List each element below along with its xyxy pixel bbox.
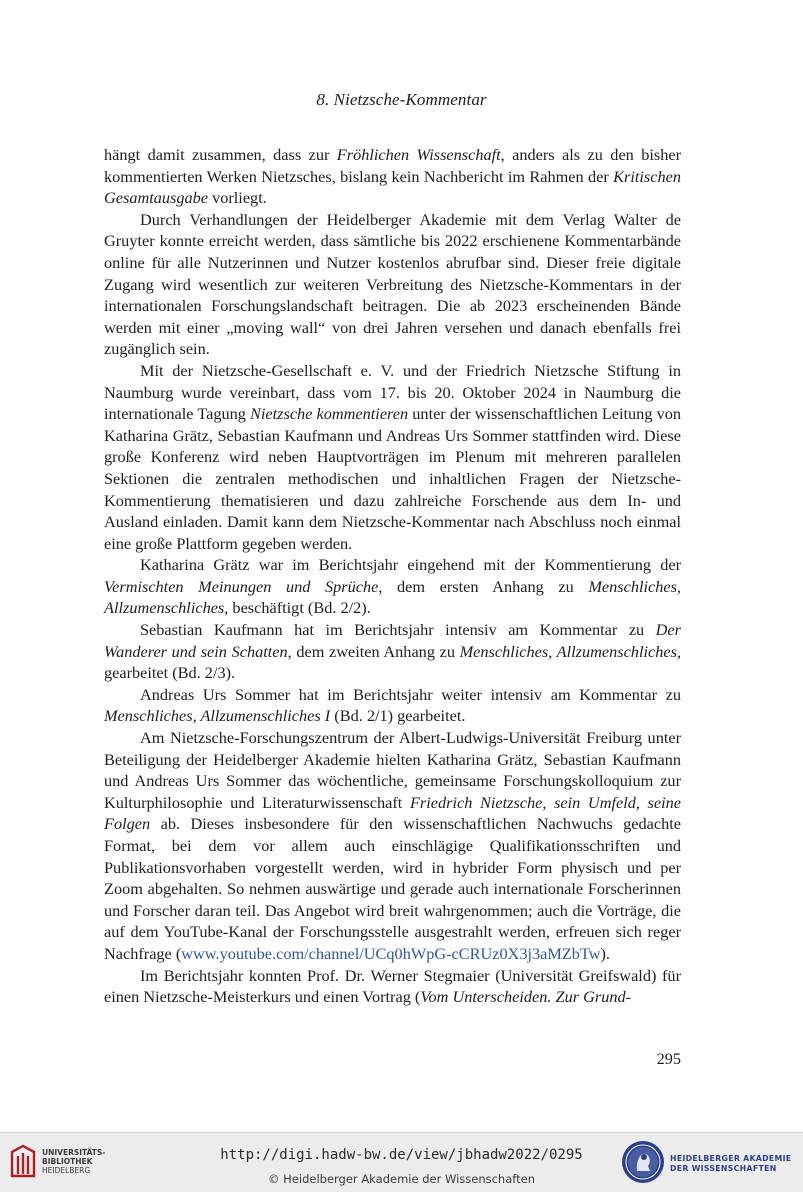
italic-title: Nietzsche kommentieren: [250, 404, 409, 424]
hadw-logo[interactable]: [620, 1139, 800, 1185]
text-run: , dem ersten Anhang zu: [378, 576, 589, 596]
permalink-url[interactable]: http://digi.hadw-bw.de/view/jbhadw2022/0295: [220, 1147, 583, 1163]
italic-title: Fröhlichen Wissenschaft: [336, 145, 501, 164]
paragraph-5: [104, 619, 681, 684]
paragraph-2: Durch Verhandlungen der Heidelberger Akademie mit dem Verlag Walter de Gruyter konnte erreicht werden, dass sämtliche bis 2022 erschienene Kommentarbände online für alle Nutzerinnen und Nutzer kostenlos abrufbar sind. Dieser freie digitale Zugang wird wesentlich zur weiteren Verbreitung des Nietzsche-Kommentars in der internationalen Forschungslandschaft beitragen. Die ab 2023 erscheinenden Bände werden mit einer „moving wall“ von drei Jahren versehen und danach ebenfalls frei zugänglich sein.: [104, 209, 681, 359]
viewer-footer: [0, 1132, 803, 1192]
italic-title: Der Wanderer und sein Schatten: [104, 620, 681, 661]
copyright-notice: © Heidelberger Akademie der Wissenschaften: [268, 1172, 535, 1186]
body-text: [104, 144, 681, 1008]
italic-title: Friedrich Nietzsche, sein Umfeld, seine Folgen: [104, 792, 682, 834]
ub-logo-line: BIBLIOTHEK: [42, 1157, 93, 1166]
paragraph-3: [104, 360, 681, 554]
text-run: ab. Dieses insbesondere für den wissenschaftlichen Nachwuchs gedachte Format, bei dem vor allem auch einschlägige Qualifikationsschriften und Publikationsvorhaben vorgestellt werden, wird in hybrider Form physisch und per Zoom abgehalten. So nehmen auswärtige und gerade auch internationale Forscherinnen und Forscher daran teil. Das Angebot wird breit wahrgenommen; auch die Vorträge, die auf dem YouTube-Kanal der Forschungsstelle ausgestrahlt werden, erfreuen sich reger Nachfrage (: [104, 814, 681, 963]
text-run: , dem zweiten Anhang zu: [287, 641, 460, 661]
text-run: (Bd. 2/1) gearbeitet.: [330, 706, 466, 726]
text-run: vorliegt.: [208, 188, 267, 208]
italic-title: Menschliches, Allzumenschliches: [459, 641, 677, 661]
text-run: Mit der Nietzsche-Gesellschaft e. V. und der Friedrich Nietzsche Stiftung in Naumburg wurde vereinbart, dass vom 17. bis 20. Oktober 2024 in Naumburg die internationale Tagung: [104, 360, 681, 424]
italic-title: Menschliches, Allzumenschliches: [104, 576, 682, 618]
italic-title: Kritischen Gesamtausgabe: [104, 166, 681, 208]
italic-title: Menschliches, Allzumenschliches I: [104, 706, 331, 726]
paragraph-7: [104, 727, 681, 965]
paragraph-6: [104, 684, 681, 727]
academy-seal-icon: [620, 1139, 666, 1185]
text-run: Am Nietzsche-Forschungszentrum der Albert-Ludwigs-Universität Freiburg unter Beteiligung der Heidelberger Akademie hielten Katharina Grätz, Sebastian Kaufmann und Andreas Urs Sommer das wöchentliche, gemeinsame Forschungskolloquium zur Kulturphilosophie und Literaturwissenschaft: [104, 728, 681, 812]
text-run: Katharina Grätz war im Berichtsjahr eingehend mit der Kommentierung der: [140, 555, 681, 575]
hadw-logo-line: DER WISSENSCHAFTEN: [670, 1164, 777, 1173]
hadw-logo-text: [670, 1154, 791, 1174]
text-run: ).: [600, 943, 611, 963]
youtube-link[interactable]: www.youtube.com/channel/UCq0hWpG-cCRUz0X3j3aMZbTw: [181, 943, 601, 963]
paragraph-4: [104, 554, 681, 619]
running-head: 8. Nietzsche-Kommentar: [316, 90, 487, 109]
text-run: , beschäftigt (Bd. 2/2).: [224, 598, 371, 618]
text-run: hängt damit zusammen, dass zur: [104, 145, 337, 164]
hadw-logo-line: HEIDELBERGER AKADEMIE: [670, 1154, 792, 1163]
italic-title: Vermischten Meinungen und Sprüche: [104, 576, 379, 596]
text-run: Andreas Urs Sommer hat im Berichtsjahr weiter intensiv am Kommentar zu: [140, 684, 681, 704]
text-run: Im Berichtsjahr konnten Prof. Dr. Werner Stegmaier (Universität Greifswald) für einen Nietzsche-Meisterkurs und einen Vortrag (: [104, 965, 681, 1007]
text-run: unter der wissenschaftlichen Leitung von Katharina Grätz, Sebastian Kaufmann und Andreas Urs Sommer stattfinden wird. Diese große Konferenz wird neben Hauptvorträgen im Plenum mit mehreren parallelen Sektionen die zentralen methodischen und inhaltlichen Fragen der Nietzsche-Kommentierung thematisieren und dazu zahlreiche Forschende aus dem In- und Ausland einladen. Damit kann dem Nietzsche-Kommentar nach Abschluss noch einmal eine große Plattform gegeben werden.: [104, 404, 681, 553]
italic-title: Vom Unterscheiden. Zur Grund-: [420, 987, 632, 1007]
text-run: , anders als zu den bisher kommentierten Werken Nietzsches, bislang kein Nachbericht im Rahmen der: [104, 145, 682, 186]
paragraph-8: [104, 965, 681, 1008]
page-number: 295: [656, 1049, 681, 1068]
ub-logo-line: HEIDELBERG: [42, 1166, 91, 1175]
ub-logo-line: UNIVERSITÄTS-: [42, 1148, 106, 1157]
paragraph-1: [104, 144, 681, 209]
text-run: Sebastian Kaufmann hat im Berichtsjahr intensiv am Kommentar zu: [140, 620, 656, 640]
text-run: , gearbeitet (Bd. 2/3).: [104, 641, 682, 683]
